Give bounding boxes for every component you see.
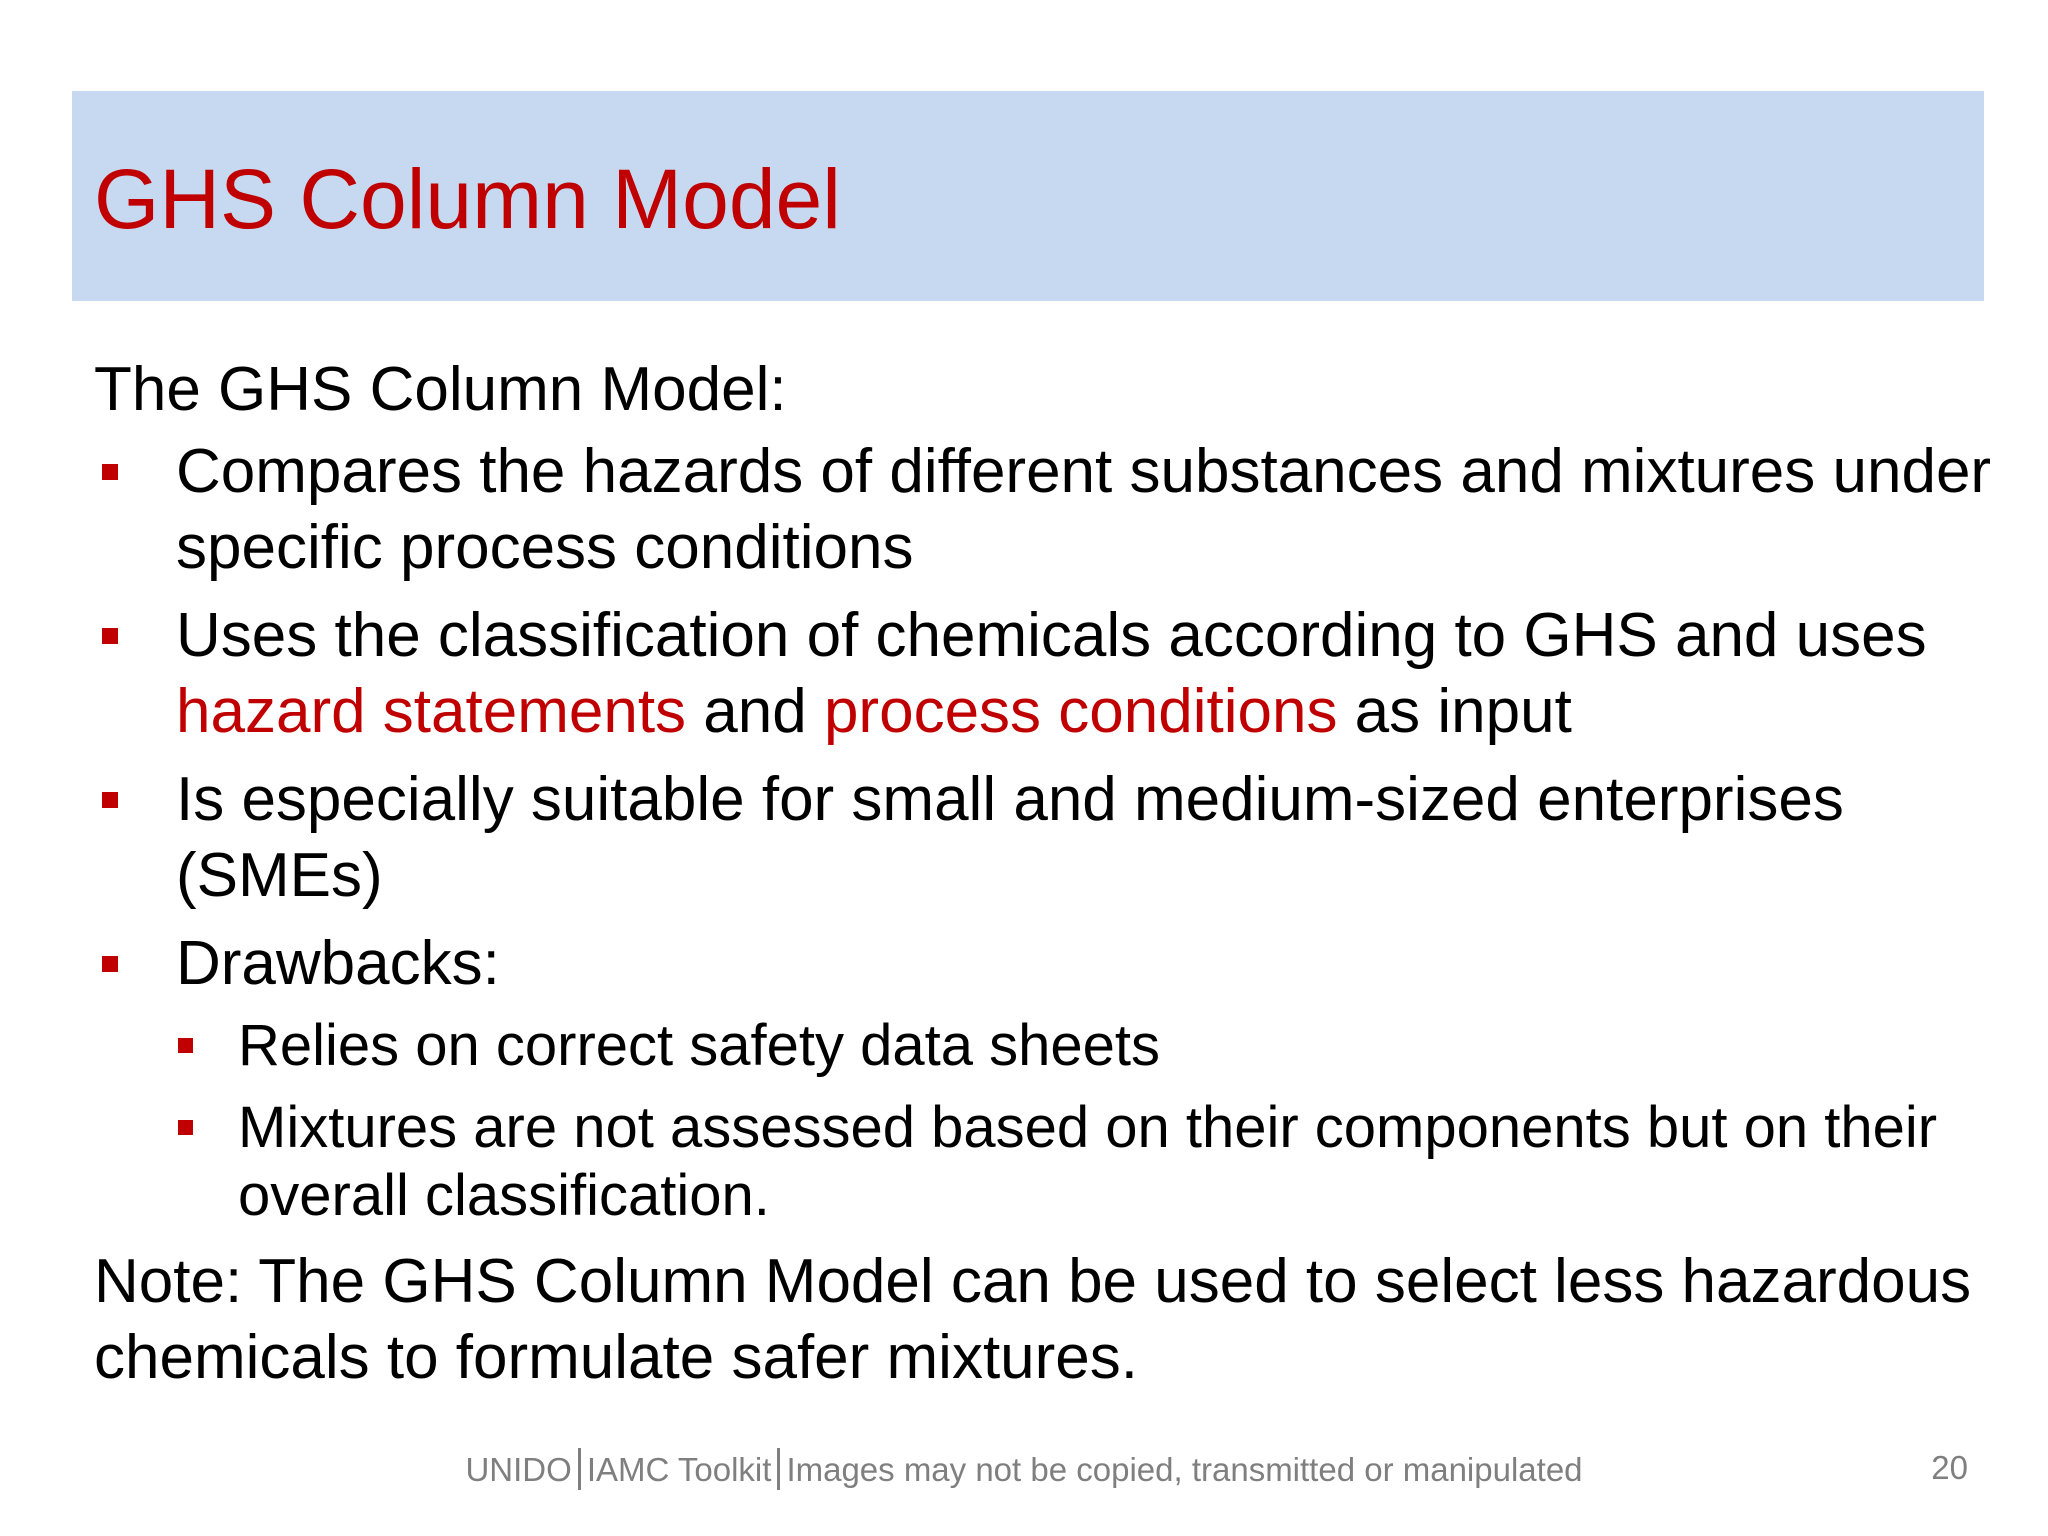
highlight-hazard-statements: hazard statements — [176, 677, 687, 746]
bullet-item — [94, 434, 1994, 586]
bullet-list — [94, 434, 1994, 1230]
sub-bullet-list — [176, 1012, 1994, 1230]
square-bullet-icon — [102, 464, 118, 480]
sub-bullet-item — [176, 1012, 1994, 1080]
footer-toolkit: IAMC Toolkit — [586, 1451, 772, 1488]
bullet-item — [94, 598, 1994, 750]
bullet-text-part: Uses the classification of chemicals according to GHS and uses — [176, 601, 1927, 670]
bullet-item — [94, 926, 1994, 1230]
slide-content — [94, 352, 1994, 1396]
page-number: 20 — [1931, 1449, 1968, 1486]
sub-bullet-text: Mixtures are not assessed based on their components but on their overall classification. — [238, 1095, 1938, 1228]
footer — [0, 1448, 2048, 1490]
footer-notice: Images may not be copied, transmitted or manipulated — [786, 1451, 1583, 1488]
square-bullet-icon — [178, 1038, 193, 1053]
bullet-text-part: as input — [1337, 677, 1572, 746]
bullet-text: Compares the hazards of different substances and mixtures under specific process conditions — [176, 437, 1992, 582]
footer-org: UNIDO — [465, 1451, 572, 1488]
intro-text: The GHS Column Model: — [94, 355, 787, 424]
note-text: Note: The GHS Column Model can be used to select less hazardous chemicals to formulate safer mixtures. — [94, 1247, 1972, 1392]
square-bullet-icon — [102, 792, 118, 808]
footer-separator — [578, 1448, 581, 1490]
bullet-text: Drawbacks: — [176, 929, 500, 998]
highlight-process-conditions: process conditions — [823, 677, 1338, 746]
square-bullet-icon — [178, 1120, 193, 1135]
square-bullet-icon — [102, 628, 118, 644]
sub-bullet-text: Relies on correct safety data sheets — [238, 1013, 1161, 1078]
sub-bullet-item — [176, 1094, 1994, 1230]
bullet-text: Is especially suitable for small and medium-sized enterprises (SMEs) — [176, 765, 1844, 910]
bullet-text-part: and — [686, 677, 824, 746]
footer-separator — [777, 1448, 780, 1490]
title-band — [72, 91, 1984, 301]
slide-title: GHS Column Model — [94, 152, 841, 246]
square-bullet-icon — [102, 956, 118, 972]
bullet-item — [94, 762, 1994, 914]
